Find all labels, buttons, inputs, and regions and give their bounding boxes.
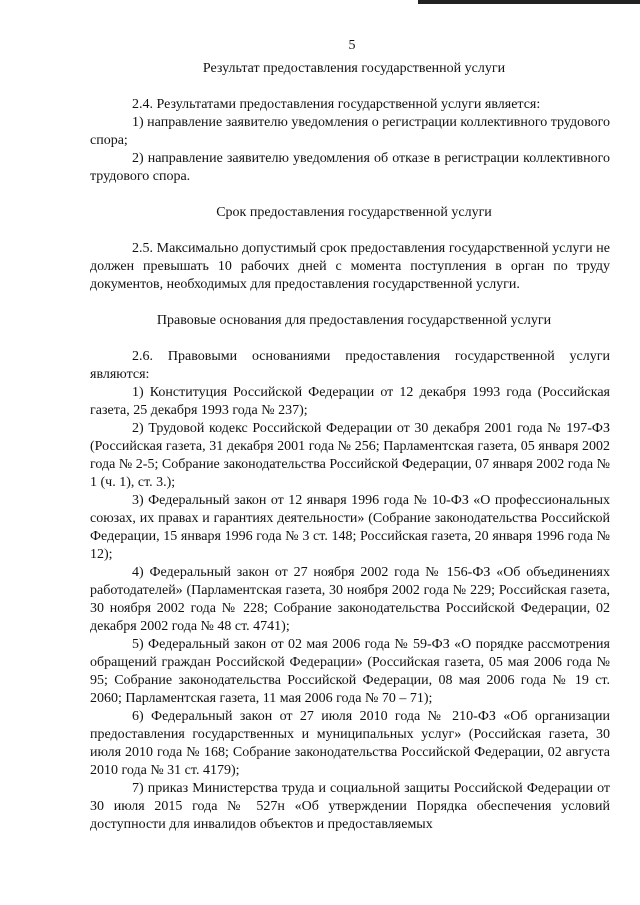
paragraph-2-6: 2.6. Правовыми основаниями предоставления государственной услуги являются: xyxy=(90,349,610,382)
list-item: 2) направление заявителю уведомления об отказе в регистрации коллективного трудового спора. xyxy=(90,151,610,184)
section-heading-legal-basis: Правовые основания для предоставления государственной услуги xyxy=(156,313,552,328)
document-body xyxy=(90,60,610,834)
list-item: 3) Федеральный закон от 12 января 1996 года № 10-ФЗ «О профессиональных союзах, их правах и гарантиях деятельности» (Собрание законодательства Российской Федерации, 15 января 1996 года № 3 ст. 148; Российская газета, 20 января 1996 года № 12); xyxy=(90,493,610,562)
list-item: 1) направление заявителю уведомления о регистрации коллективного трудового спора; xyxy=(90,115,610,148)
list-item: 7) приказ Министерства труда и социальной защиты Российской Федерации от 30 июля 2015 года № 527н «Об утверждении Порядка обеспечения условий доступности для инвалидов объектов и предоставляемых xyxy=(90,781,610,832)
list-item: 1) Конституция Российской Федерации от 12 декабря 1993 года (Российская газета, 25 декабря 1993 года № 237); xyxy=(90,385,610,418)
page-number: 5 xyxy=(348,38,356,53)
paragraph-2-4: 2.4. Результатами предоставления государственной услуги является: xyxy=(132,97,541,112)
paragraph-2-5: 2.5. Максимально допустимый срок предоставления государственной услуги не должен превышать 10 рабочих дней с момента поступления в орган по труду документов, необходимых для предоставления государственной услуги. xyxy=(90,241,610,292)
list-item: 4) Федеральный закон от 27 ноября 2002 года № 156-ФЗ «Об объединениях работодателей» (Парламентская газета, 30 ноября 2002 года № 229; Российская газета, 30 ноября 2002 года № 228; Собрание законодательства Российской Федерации, 02 декабря 2002 года № 48 ст. 4741); xyxy=(90,565,610,634)
list-item: 6) Федеральный закон от 27 июля 2010 года № 210-ФЗ «Об организации предоставления государственных и муниципальных услуг» (Российская газета, 30 июля 2010 года № 168; Собрание законодательства Российской Федерации, 02 августа 2010 года № 31 ст. 4179); xyxy=(90,709,610,778)
list-item: 5) Федеральный закон от 02 мая 2006 года № 59-ФЗ «О порядке рассмотрения обращений граждан Российской Федерации» (Российская газета, 05 мая 2006 года № 95; Собрание законодательства Российской Федерации, 08 мая 2006 года № 19 ст. 2060; Парламентская газета, 11 мая 2006 года № 70 – 71); xyxy=(90,637,610,706)
section-heading-result: Результат предоставления государственной услуги xyxy=(202,61,506,76)
section-heading-term: Срок предоставления государственной услуги xyxy=(216,205,492,220)
list-item: 2) Трудовой кодекс Российской Федерации от 30 декабря 2001 года № 197-ФЗ (Российская газета, 31 декабря 2001 года № 256; Парламентская газета, 05 января 2002 года № 2-5; Собрание законодательства Российской Федерации, 07 января 2002 года № 1 (ч. 1), ст. 3.); xyxy=(90,421,610,490)
